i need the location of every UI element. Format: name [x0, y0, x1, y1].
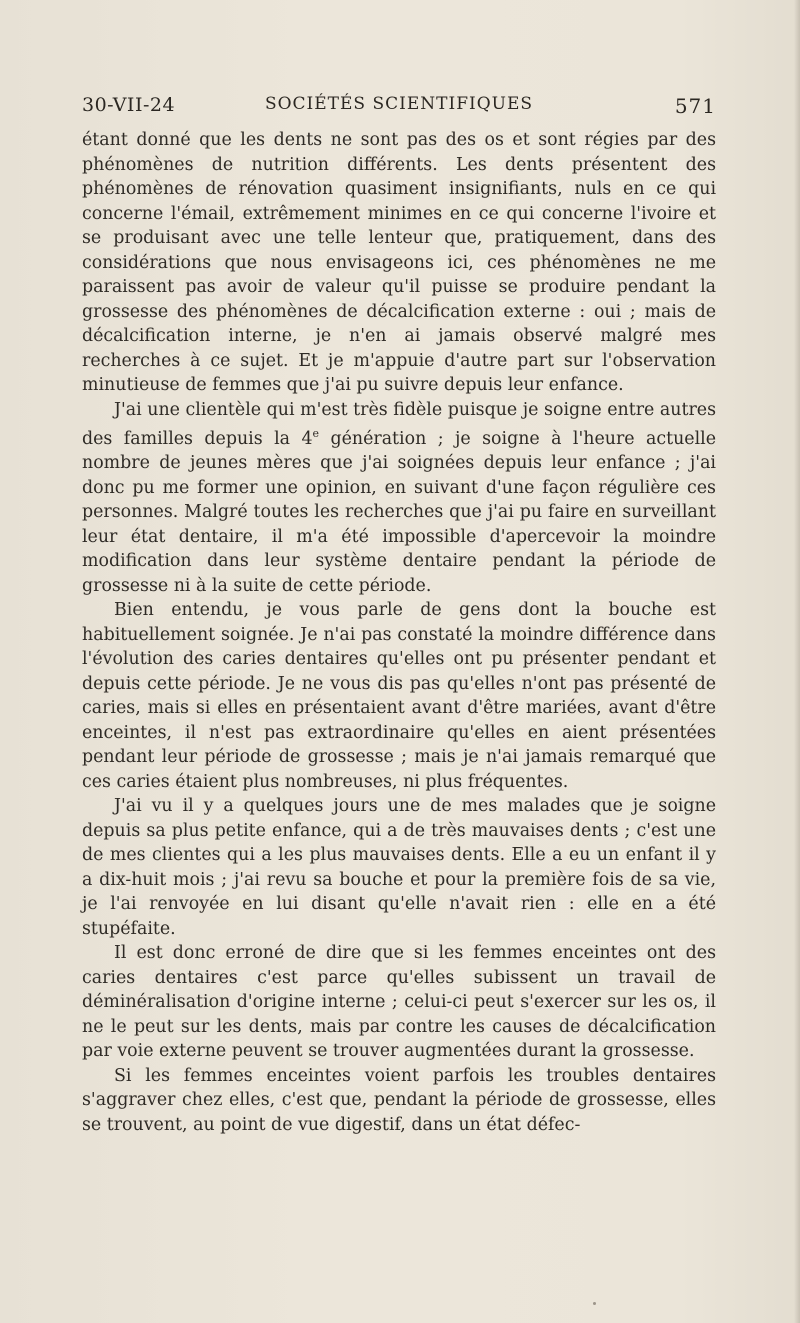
- superscript-e: e: [312, 427, 320, 440]
- paragraph-6: Si les femmes enceintes voient parfois les troubles dentaires s'aggraver chez elles, c'est que, pendant la période de grossesse, elles se trouvent, au point de vue digestif, dans un état défec-: [82, 1065, 716, 1135]
- running-header: [82, 94, 716, 124]
- page-spine-shadow: [794, 0, 800, 1323]
- paper-speck: [593, 1302, 596, 1305]
- paragraph-2: J'ai une clientèle qui m'est très fidèle puisque je soigne entre autres des familles depuis la 4e génération ; je soigne à l'heure actuelle nombre de jeunes mères que j'ai soignées depuis leur enfance ; j'ai donc pu me former une opinion, en suivant d'une façon régulière ces personnes. Malgré toutes les recherches que j'ai pu faire en surveillant leur état dentaire, il m'a été impossible d'apercevoir la moindre modification dans leur système dentaire pendant la période de grossesse ni à la suite de cette période.: [82, 399, 716, 596]
- article-body: [82, 128, 716, 1137]
- paragraph-3: Bien entendu, je vous parle de gens dont la bouche est habituellement soignée. Je n'ai pas constaté la moindre différence dans l'évolution des caries dentaires qu'elles ont pu présenter pendant et depuis cette période. Je ne vous dis pas qu'elles n'ont pas présenté de caries, mais si elles en présentaient avant d'être mariées, avant d'être enceintes, il n'est pas extraordinaire qu'elles en aient présentées pendant leur période de grossesse ; mais je n'ai jamais remarqué que ces caries étaient plus nombreuses, ni plus fréquentes.: [82, 600, 716, 792]
- paragraph-1: étant donné que les dents ne sont pas des os et sont régies par des phénomènes de nutrition différents. Les dents présentent des phénomènes de rénovation quasiment insignifiants, nuls en ce qui concerne l'émail, extrêmement minimes en ce qui concerne l'ivoire et se produisant avec une telle lenteur que, pratiquement, dans des considérations que nous envisageons ici, ces phénomènes ne me paraissent pas avoir de valeur qu'il puisse se produire pendant la grossesse des phénomènes de décalcification externe : oui ; mais de décalcification interne, je n'en ai jamais observé malgré mes recherches à ce sujet. Et je m'appuie d'autre part sur l'observation minutieuse de femmes que j'ai pu suivre depuis leur enfance.: [82, 130, 716, 395]
- header-date: 30-VII-24: [82, 94, 176, 116]
- paragraph-4: J'ai vu il y a quelques jours une de mes malades que je soigne depuis sa plus petite enfance, qui a de très mauvaises dents ; c'est une de mes clientes qui a les plus mauvaises dents. Elle a eu un enfant il y a dix-huit mois ; j'ai revu sa bouche et pour la première fois de sa vie, je l'ai renvoyée en lui disant qu'elle n'avait rien : elle en a été stupéfaite.: [82, 796, 716, 939]
- header-title: SOCIÉTÉS SCIENTIFIQUES: [264, 94, 534, 114]
- page-number: 571: [674, 94, 716, 118]
- paragraph-5: Il est donc erroné de dire que si les femmes enceintes ont des caries dentaires c'est parce qu'elles subissent un travail de déminéralisation d'origine interne ; celui-ci peut s'exercer sur les os, il ne le peut sur les dents, mais par contre les causes de décalcification par voie externe peuvent se trouver augmentées durant la grossesse.: [82, 943, 716, 1062]
